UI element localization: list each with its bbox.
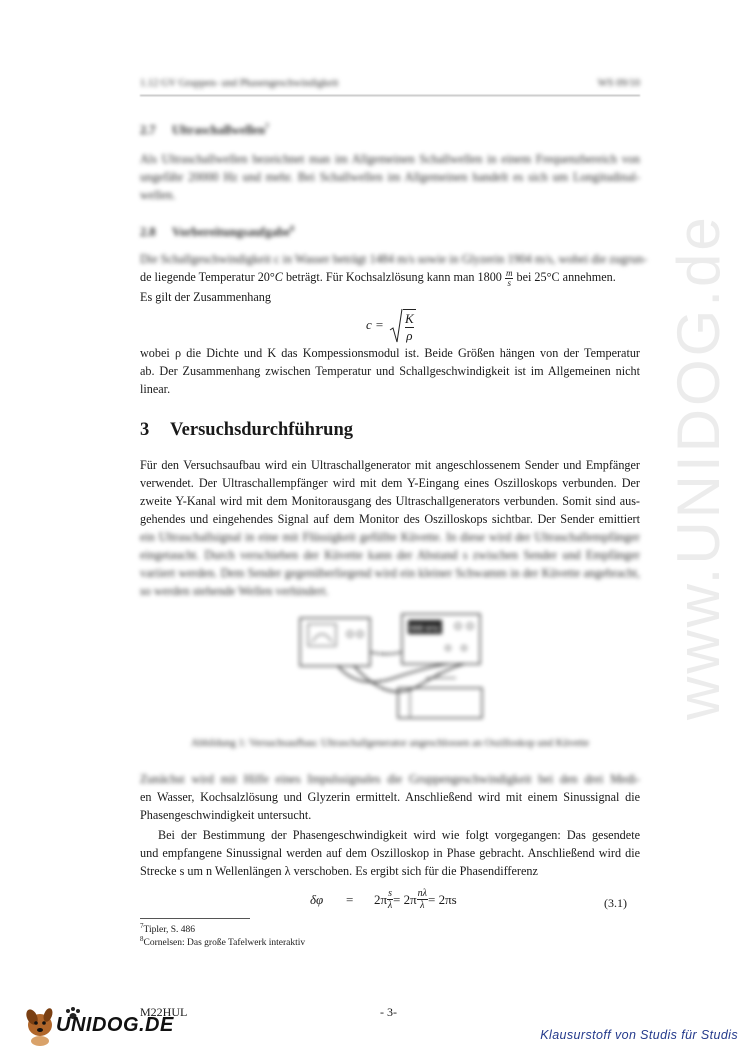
figure-caption: Abbildung 1: Versuchsaufbau: Ultraschallgenerator angeschlossen an Oszilloskop und Küvette	[190, 738, 590, 749]
equation-3-1: δφ = 2π $\frac{s}{\lambda}$ = 2π $\frac{n\lambda}{\lambda}$ = 2πs	[310, 888, 457, 911]
section-2-8-explanation: wobei ρ die Dichte und K das Kompessionsmodul ist. Beide Größen hängen von der Temperatur ab. Der Zusammenhang zwischen Temperatur und Schallgeschwindigkeit ist im Allgemeinen nicht linear.	[140, 346, 640, 396]
paragraph-media: en Wasser, Kochsalzlösung und Glyzerin ermittelt. Anschließend wird mit einem Sinussignal die Phasengeschwindigkeit untersucht.	[140, 790, 640, 822]
cuvette	[398, 688, 482, 718]
section-3-heading: 3 Versuchsdurchführung	[140, 420, 354, 440]
paragraph-blurred-start: Zunächst wird mit Hilfe eines Impulssignales die Gruppengeschwindigkeit bei den drei Medi-	[140, 772, 640, 786]
running-header	[140, 78, 640, 89]
header-semester: WS 09/10	[597, 78, 640, 89]
section-2-7-heading: 2.7 Ultraschallwellen$^7$	[140, 122, 270, 138]
section-2-7-text: Als Ultraschallwellen bezeichnet man im Allgemeinen Schallwellen in einem Frequenzbereich von ungefähr 20000 Hz und mehr. Bei Schallwellen im Allgemeinen handelt es sich um Longitudinal- wellen.	[140, 152, 640, 202]
header-rule	[140, 95, 640, 96]
generator-dial	[308, 624, 336, 646]
footnote-8: $^8$Cornelsen: Das große Tafelwerk interaktiv	[140, 935, 306, 949]
section-3-blurred-text: ein Ultraschallsignal in eine mit Flüssigkeit gefüllte Küvette. In diese wird der Ultraschallempfänger eingetaucht. Durch verschieben der Küvette kann der Abstand s zwischen Sender und Empfänger variiert werden. Dem Sender gegenüberliegend wird ein kleiner Schwamm in der Küvette angebracht, so werden stehende Wellen verhindert.	[140, 530, 640, 598]
sqrt-sign-icon	[389, 308, 403, 344]
watermark-text: www.UNIDOG.de	[665, 214, 732, 720]
distance-label: s	[437, 670, 440, 678]
section-3-text: Für den Versuchsaufbau wird ein Ultraschallgenerator mit angeschlossenem Sender und Empfänger verwendet. Der Ultraschallempfänger wird mit dem Y-Eingang eines Oszilloskops verbunden. Der zweite Y-Kanal wird mit dem Monitorausgang des Ultraschallgenerators verbunden. Somit sind aus- gehendes und eingehendes Signal auf dem Monitor des Oszilloskops sichtbar. Der Sender emittiert	[140, 458, 640, 526]
equation-number: (3.1)	[604, 896, 627, 910]
page-number: - 3-	[380, 1005, 397, 1019]
oscilloscope-readout: 888 kHz	[410, 624, 440, 633]
unit-fraction: $\frac{m}{s}$	[505, 267, 513, 288]
apparatus-figure	[298, 612, 484, 724]
footer-author-code: M22HUL	[140, 1005, 188, 1019]
section-2-8-first-line: Die Schallgeschwindigkeit c in Wasser beträgt 1484 m/s sowie in Glyzerin 1904 m/s, wobei die zugrun-	[140, 252, 648, 266]
section-2-8-text: de liegende Temperatur 20°C beträgt. Für Kochsalzlösung kann man 1800 $\frac{m}{s}$ bei 25°C annehmen. Es gilt der Zusammenhang	[140, 267, 616, 304]
footnote-rule	[140, 918, 250, 919]
header-title: 1.12 GV Gruppen- und Phasengeschwindigkeit	[140, 78, 339, 89]
slogan: Klausurstoff von Studis für Studis	[540, 1028, 738, 1042]
ultrasound-generator	[300, 618, 370, 666]
formula-sound-speed: c = $\frac{K}{\rho}$	[366, 308, 416, 344]
footnote-7: $^7$Tipler, S. 486	[140, 922, 196, 936]
paragraph-phase-velocity: Bei der Bestimmung der Phasengeschwindigkeit wird wie folgt vorgegangen: Das gesendete und empfangene Sinussignal werden auf dem Oszilloskop in Phase gebracht. Anschließend wird die Strecke s um n Wellenlängen λ verschoben. Es ergibt sich für die Phasendifferenz	[140, 828, 640, 878]
section-2-8-heading: 2.8 Vorbereitungsaufgabe$^8$	[140, 224, 295, 240]
unidog-logo-text: UNIDOG.DE	[56, 1014, 174, 1036]
